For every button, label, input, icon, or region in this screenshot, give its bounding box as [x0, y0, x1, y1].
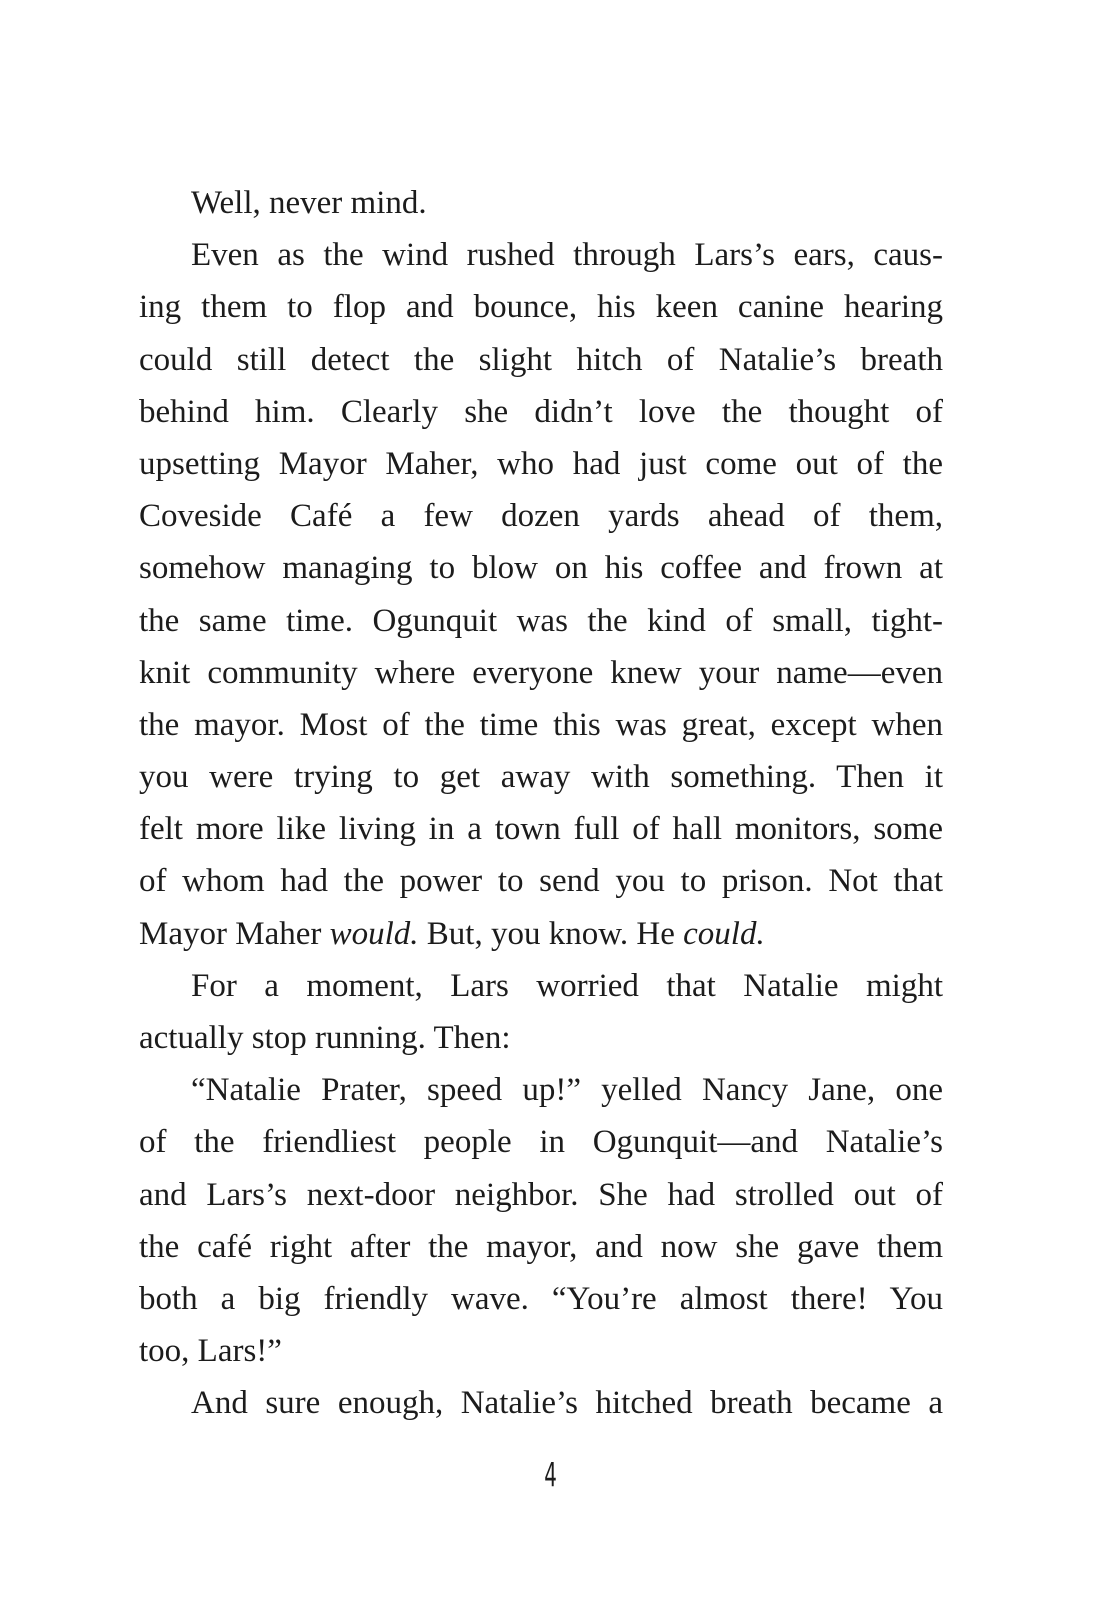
text-line: of the friendliest people in Ogunquit—and Natalie’s: [139, 1124, 943, 1161]
text-line: both a big friendly wave. “You’re almost there! You: [139, 1280, 943, 1317]
emphasis-could: could.: [683, 915, 765, 952]
text-line: Even as the wind rushed through Lars’s ears, caus-: [191, 237, 943, 274]
text-line: For a moment, Lars worried that Natalie might: [191, 967, 943, 1004]
text-line: of whom had the power to send you to prison. Not that: [139, 863, 943, 900]
text-line: you were trying to get away with something. Then it: [139, 759, 943, 796]
text-line: somehow managing to blow on his coffee and frown at: [139, 550, 943, 587]
text-line: upsetting Mayor Maher, who had just come out of the: [139, 445, 943, 482]
text-line: And sure enough, Natalie’s hitched breath became a: [191, 1385, 943, 1422]
text-line: ing them to flop and bounce, his keen canine hearing: [139, 289, 943, 326]
text-line: the same time. Ogunquit was the kind of small, tight-: [139, 602, 943, 639]
text-line: felt more like living in a town full of hall monitors, some: [139, 811, 943, 848]
text-line: “Natalie Prater, speed up!” yelled Nancy Jane, one: [191, 1072, 943, 1109]
emphasis-would: would.: [329, 915, 419, 952]
text-line: behind him. Clearly she didn’t love the thought of: [139, 393, 943, 430]
text-line: knit community where everyone knew your name—even: [139, 654, 943, 691]
text-line: actually stop running. Then:: [139, 1020, 511, 1056]
text-line: the mayor. Most of the time this was great, except when: [139, 706, 943, 743]
text-line: and Lars’s next-door neighbor. She had strolled out of: [139, 1176, 943, 1213]
body-text: [139, 177, 943, 1430]
page-number: 4: [544, 1455, 557, 1494]
text-line: could still detect the slight hitch of Natalie’s breath: [139, 341, 943, 378]
text-line: Well, never mind.: [191, 185, 427, 221]
text-line: Coveside Café a few dozen yards ahead of them,: [139, 498, 943, 535]
text-run: But, you know. He: [418, 915, 684, 952]
text-line: the café right after the mayor, and now she gave them: [139, 1228, 943, 1265]
text-line: too, Lars!”: [139, 1333, 282, 1370]
text-run: Mayor Maher: [139, 915, 330, 952]
text-line-with-emphasis: [139, 908, 943, 960]
